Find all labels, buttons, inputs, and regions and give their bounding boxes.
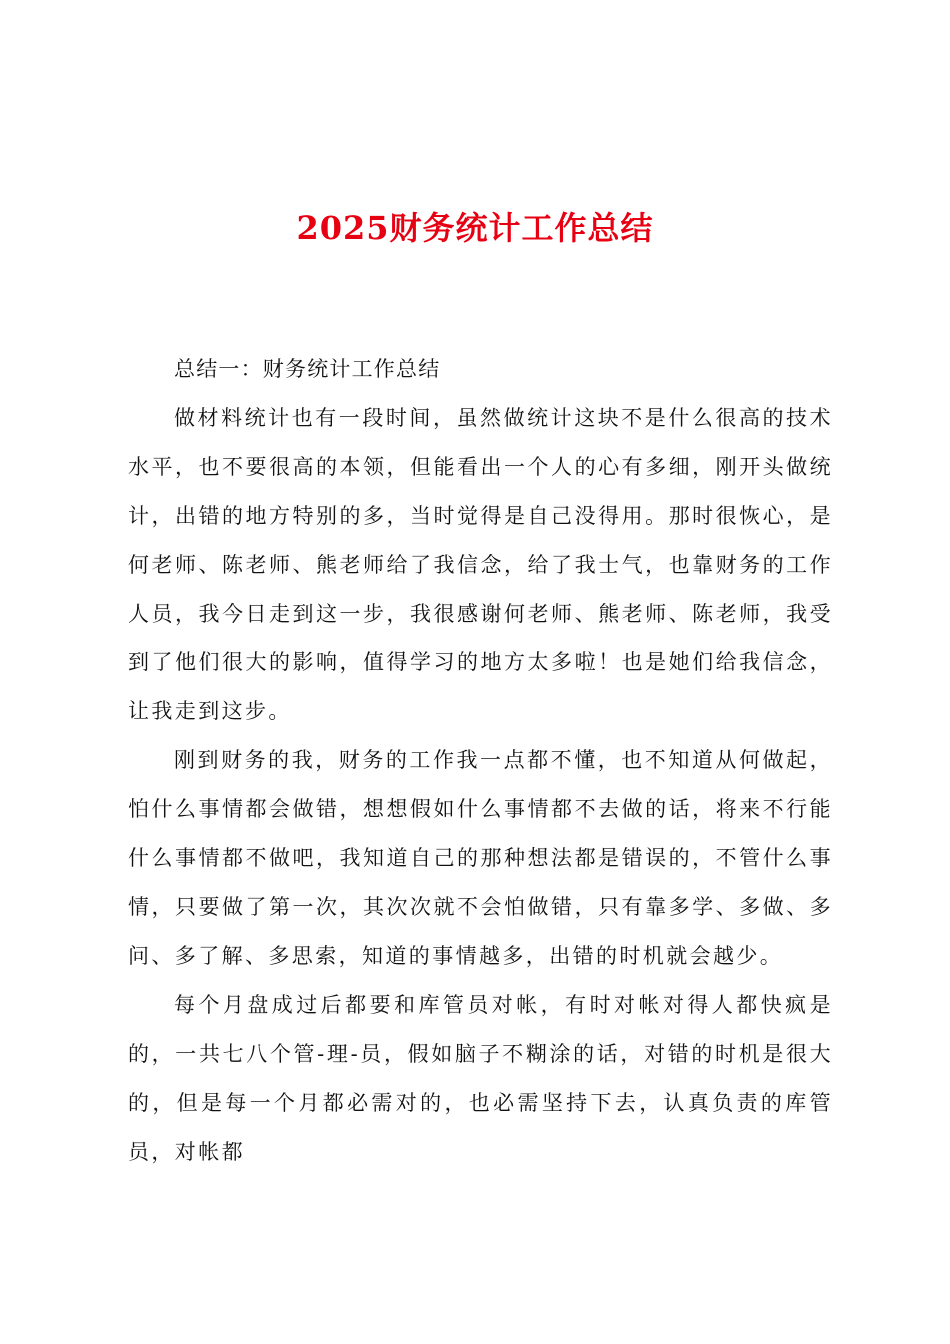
paragraph-1: 做材料统计也有一段时间，虽然做统计这块不是什么很高的技术水平，也不要很高的本领，但能看出一个人的心有多细，刚开头做统计，出错的地方特别的多，当时觉得是自己没得用。那时很恢心，是何老师、陈老师、熊老师给了我信念，给了我士气，也靠财务的工作人员，我今日走到这一步，我很感谢何老师、熊老师、陈老师，我受到了他们很大的影响，值得学习的地方太多啦！也是她们给我信念，让我走到这步。 <box>128 405 833 724</box>
section-subheading: 总结一：财务统计工作总结 <box>174 357 441 381</box>
document-title: 2025财务统计工作总结 <box>296 209 654 247</box>
document-body <box>128 345 833 1176</box>
paragraph-2: 刚到财务的我，财务的工作我一点都不懂，也不知道从何做起，怕什么事情都会做错，想想假如什么事情都不去做的话，将来不行能什么事情都不做吧，我知道自己的那种想法都是错误的，不管什么事情，只要做了第一次，其次次就不会怕做错，只有靠多学、多做、多问、多了解、多思索，知道的事情越多，出错的时机就会越少。 <box>128 748 833 968</box>
paragraph-3: 每个月盘成过后都要和库管员对帐，有时对帐对得人都快疯是的，一共七八个管-理-员，假如脑子不糊涂的话，对错的时机是很大的，但是每一个月都必需对的，也必需坚持下去，认真负责的库管员，对帐都 <box>128 992 833 1164</box>
